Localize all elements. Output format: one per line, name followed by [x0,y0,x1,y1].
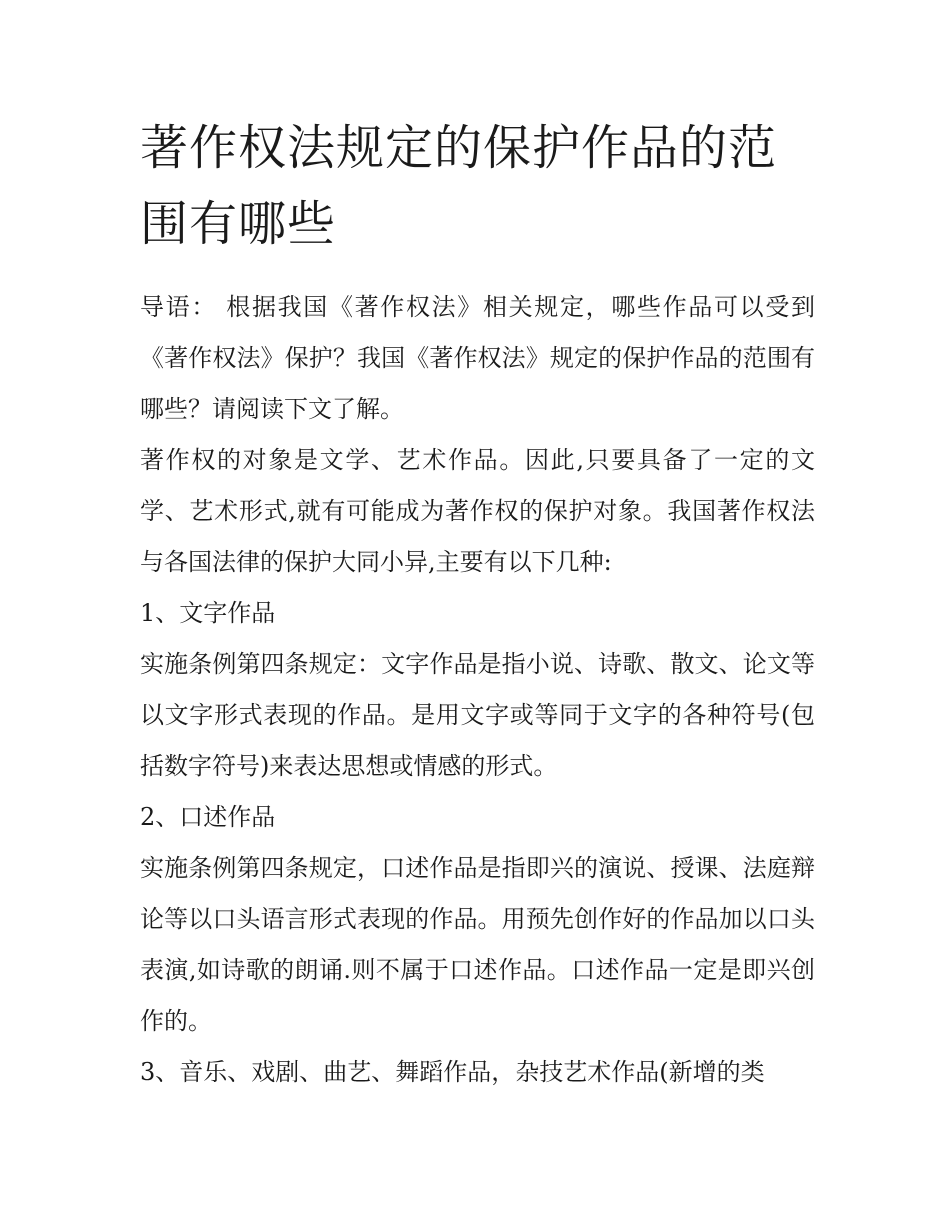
document-page [140,110,815,1098]
intro-paragraph: 导语： 根据我国《著作权法》相关规定，哪些作品可以受到《著作权法》保护？我国《著作权法》规定的保护作品的范围有哪些？请阅读下文了解。 [140,293,815,423]
body-paragraph: 实施条例第四条规定：文字作品是指小说、诗歌、散文、论文等以文字形式表现的作品。是用文字或等同于文字的各种符号(包括数字符号)来表达思想或情感的形式。 [140,650,815,780]
body-paragraph: 著作权的对象是文学、艺术作品。因此,只要具备了一定的文学、艺术形式,就有可能成为著作权的保护对象。我国著作权法与各国法律的保护大同小异,主要有以下几种: [140,446,815,576]
section-heading-3: 3、音乐、戏剧、曲艺、舞蹈作品，杂技艺术作品(新增的类 [140,1058,765,1086]
body-paragraph: 实施条例第四条规定，口述作品是指即兴的演说、授课、法庭辩论等以口头语言形式表现的作品。用预先创作好的作品加以口头表演,如诗歌的朗诵.则不属于口述作品。口述作品一定是即兴创作的。 [140,854,815,1035]
section-heading-1: 1、文字作品 [140,599,276,627]
section-heading-2: 2、口述作品 [140,803,276,831]
document-title: 著作权法规定的保护作品的范围有哪些 [140,120,778,252]
